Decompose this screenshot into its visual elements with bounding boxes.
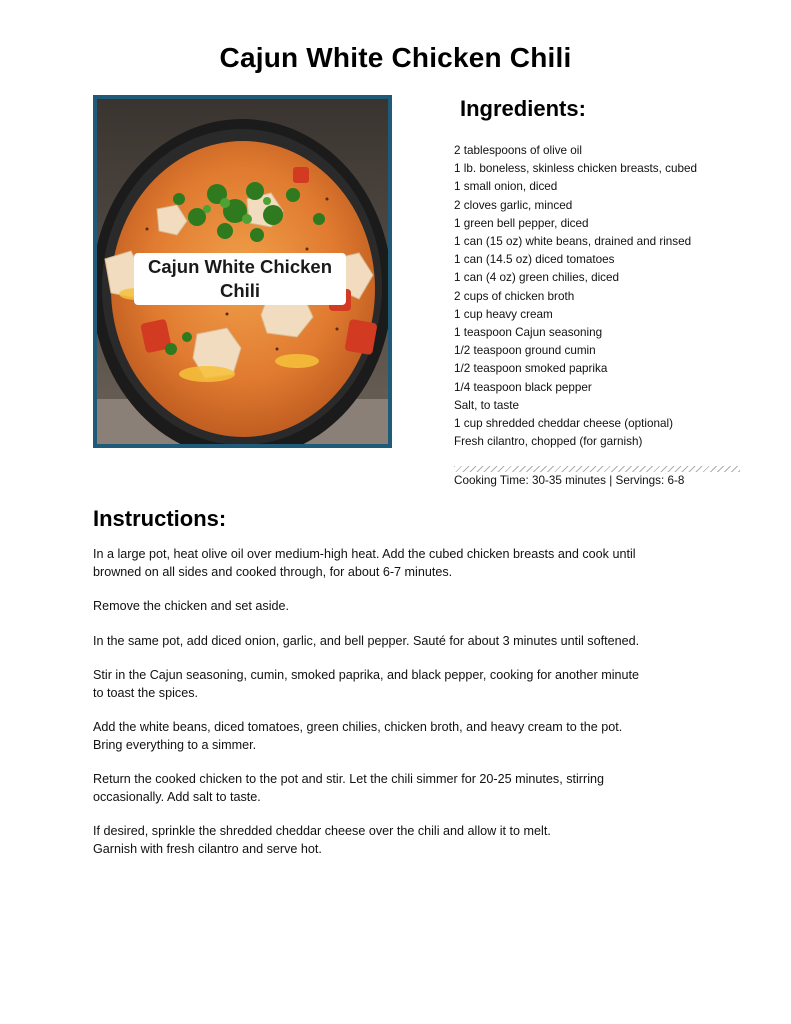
ingredient-item: Fresh cilantro, chopped (for garnish) (454, 435, 643, 449)
ingredient-item: 1 green bell pepper, diced (454, 216, 589, 230)
ingredient-item: Salt, to taste (454, 398, 519, 412)
page-title: Cajun White Chicken Chili (219, 42, 572, 73)
ingredient-item: 2 cloves garlic, minced (454, 198, 573, 212)
dotted-divider (454, 466, 740, 472)
instruction-step: Stir in the Cajun seasoning, cumin, smoked paprika, and black pepper, cooking for another minute to toast the spices. (93, 668, 640, 700)
instructions-list (93, 546, 703, 875)
ingredient-item: 1/2 teaspoon smoked paprika (454, 362, 608, 376)
ingredient-item: 1 cup shredded cheddar cheese (optional) (454, 417, 673, 431)
ingredient-item: 1 can (15 oz) white beans, drained and rinsed (454, 235, 692, 249)
cooking-time-servings: Cooking Time: 30-35 minutes | Servings: 6-8 (454, 474, 685, 487)
instructions-heading: Instructions: (93, 506, 227, 531)
instruction-step: Return the cooked chicken to the pot and stir. Let the chili simmer for 20-25 minutes, stirring occasionally. Add salt to taste. (93, 772, 604, 804)
ingredient-item: 1 can (4 oz) green chilies, diced (454, 271, 620, 285)
instruction-step: Remove the chicken and set aside. (93, 599, 290, 613)
ingredient-item: 2 cups of chicken broth (454, 289, 575, 303)
instruction-step: In a large pot, heat olive oil over medium-high heat. Add the cubed chicken breasts and cook until browned on all sides and cooked through, for about 6-7 minutes. (93, 547, 636, 579)
instruction-step: If desired, sprinkle the shredded cheddar cheese over the chili and allow it to melt. Garnish with fresh cilantro and serve hot. (93, 824, 551, 856)
ingredient-item: 2 tablespoons of olive oil (454, 144, 582, 157)
ingredient-item: 1 teaspoon Cajun seasoning (454, 326, 603, 340)
ingredients-heading: Ingredients: (460, 96, 586, 121)
ingredients-list (454, 142, 697, 451)
instruction-step: Add the white beans, diced tomatoes, green chilies, chicken broth, and heavy cream to the pot. Bring everything to a simmer. (93, 720, 623, 752)
ingredient-item: 1 can (14.5 oz) diced tomatoes (454, 253, 615, 267)
ingredient-item: 1/4 teaspoon black pepper (454, 380, 592, 394)
ingredient-item: 1/2 teaspoon ground cumin (454, 344, 596, 358)
ingredient-item: 1 cup heavy cream (454, 307, 553, 321)
instruction-step: In the same pot, add diced onion, garlic, and bell pepper. Sauté for about 3 minutes until softened. (93, 633, 640, 648)
ingredient-item: 1 small onion, diced (454, 180, 558, 194)
recipe-photo (93, 95, 392, 448)
ingredient-item: 1 lb. boneless, skinless chicken breasts, cubed (454, 162, 697, 176)
photo-caption: Cajun White Chicken Chili (134, 253, 346, 305)
